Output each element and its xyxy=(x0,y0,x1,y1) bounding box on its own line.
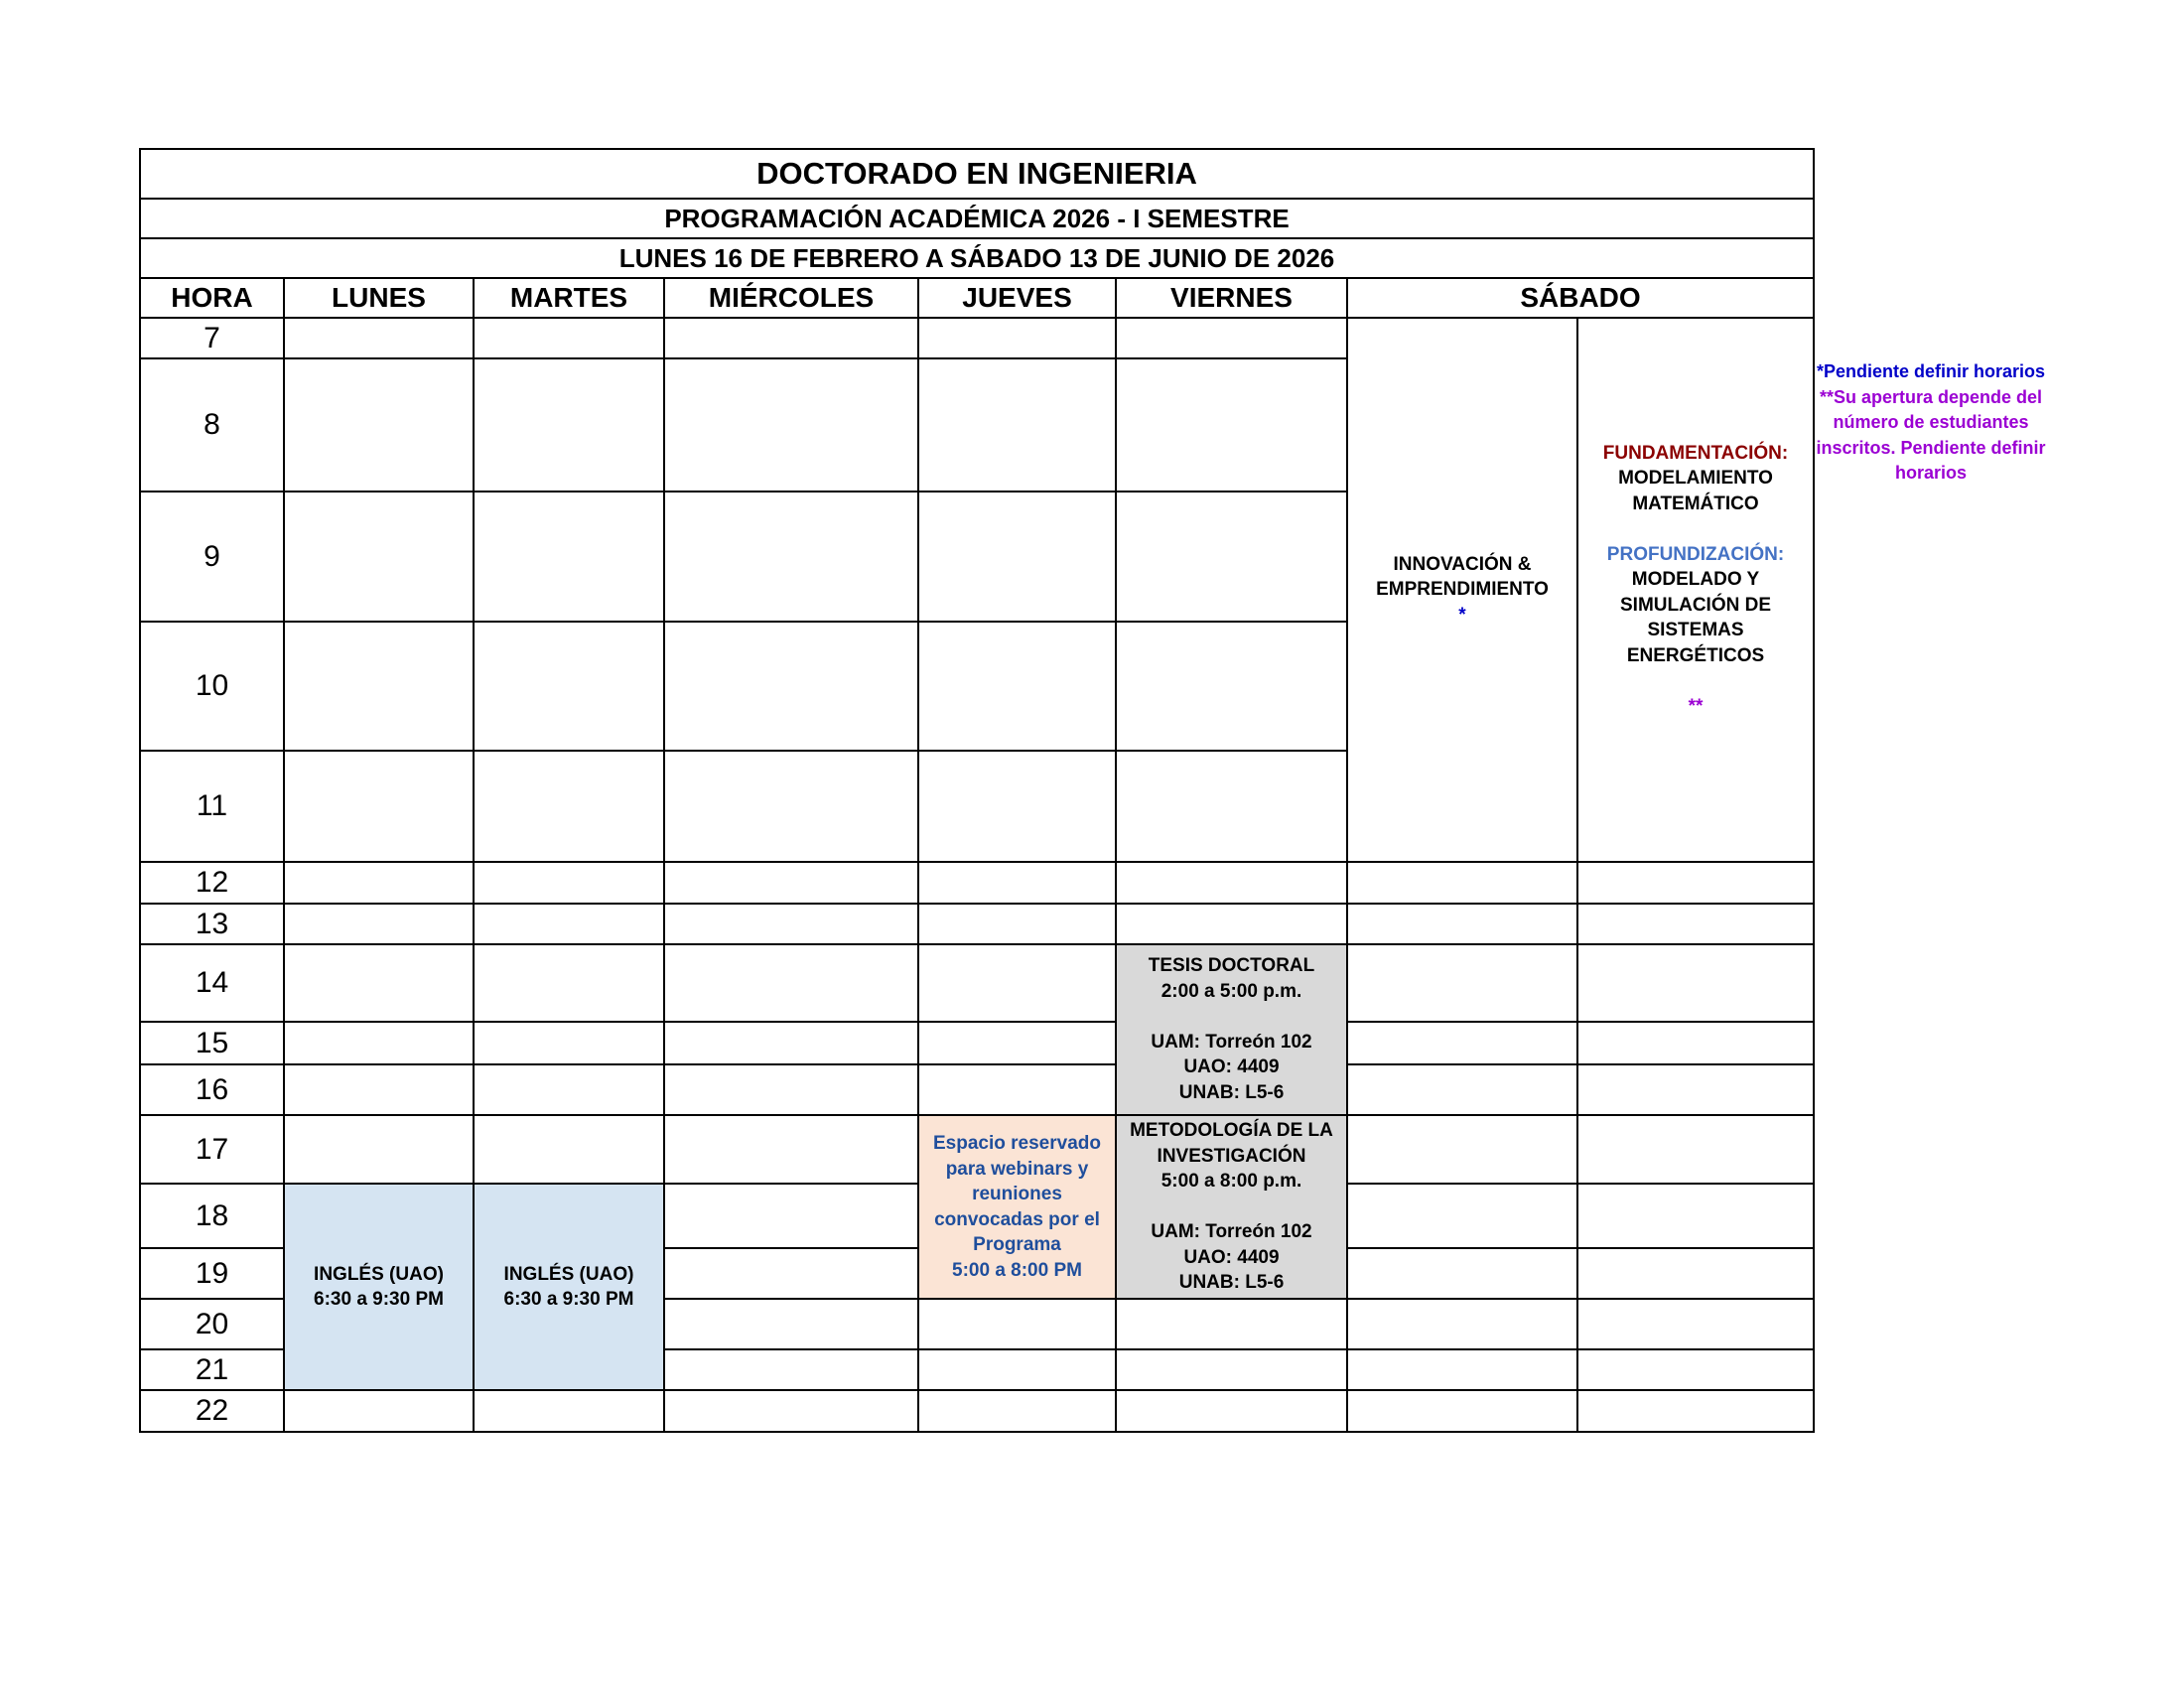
empty-cell xyxy=(1116,492,1347,622)
hour-7: 7 xyxy=(140,318,284,358)
empty-cell xyxy=(1577,1022,1814,1064)
empty-cell xyxy=(474,358,664,492)
header-miercoles: MIÉRCOLES xyxy=(664,278,918,318)
empty-cell xyxy=(1347,1248,1577,1299)
innovacion-line1: INNOVACIÓN & xyxy=(1393,553,1532,575)
empty-cell xyxy=(664,904,918,944)
note-pending-schedule: *Pendiente definir horarios xyxy=(1816,361,2046,381)
tesis-doctoral-event xyxy=(1116,944,1347,1115)
empty-cell xyxy=(918,358,1116,492)
empty-cell xyxy=(1347,1184,1577,1248)
date-range: LUNES 16 DE FEBRERO A SÁBADO 13 DE JUNIO DE 2026 xyxy=(140,238,1814,278)
empty-cell xyxy=(664,1064,918,1115)
profundizacion-line1: MODELADO Y xyxy=(1631,569,1760,591)
ingles-lunes-time: 6:30 a 9:30 PM xyxy=(314,1289,444,1310)
empty-cell xyxy=(918,1390,1116,1432)
empty-cell xyxy=(664,751,918,862)
note-opening-line4: horarios xyxy=(1894,463,1968,483)
empty-cell xyxy=(1577,944,1814,1022)
fundamentacion-marker: ** xyxy=(1688,695,1704,717)
empty-cell xyxy=(1577,1115,1814,1184)
innovacion-line2: EMPRENDIMIENTO xyxy=(1376,579,1549,601)
fundamentacion-label: FUNDAMENTACIÓN: xyxy=(1602,442,1789,464)
empty-cell xyxy=(474,1115,664,1184)
header-martes: MARTES xyxy=(474,278,664,318)
espacio-time: 5:00 a 8:00 PM xyxy=(952,1259,1082,1281)
empty-cell xyxy=(664,1022,918,1064)
espacio-line4: convocadas por el xyxy=(934,1208,1100,1230)
empty-cell xyxy=(1116,622,1347,751)
note-opening-line2: número de estudiantes xyxy=(1833,412,2029,432)
hour-13: 13 xyxy=(140,904,284,944)
empty-cell xyxy=(474,318,664,358)
hour-11: 11 xyxy=(140,751,284,862)
header-lunes: LUNES xyxy=(284,278,474,318)
metodologia-unab-room: UNAB: L5-6 xyxy=(1178,1272,1285,1293)
innovacion-event xyxy=(1347,318,1577,862)
ingles-martes-time: 6:30 a 9:30 PM xyxy=(503,1289,634,1310)
empty-cell xyxy=(918,1349,1116,1390)
empty-cell xyxy=(284,1390,474,1432)
empty-cell xyxy=(284,944,474,1022)
espacio-line2: para webinars y xyxy=(945,1158,1089,1180)
empty-cell xyxy=(664,944,918,1022)
empty-cell xyxy=(474,944,664,1022)
tesis-time: 2:00 a 5:00 p.m. xyxy=(1160,980,1302,1002)
empty-cell xyxy=(918,1022,1116,1064)
note-opening-line3: inscritos. Pendiente definir xyxy=(1816,437,2046,458)
empty-cell xyxy=(918,751,1116,862)
empty-cell xyxy=(284,622,474,751)
tesis-uam-room: UAM: Torreón 102 xyxy=(1151,1031,1312,1053)
empty-cell xyxy=(474,862,664,904)
tesis-uao-room: UAO: 4409 xyxy=(1183,1056,1280,1077)
empty-cell xyxy=(918,622,1116,751)
espacio-line5: Programa xyxy=(973,1234,1061,1255)
metodologia-uam-room: UAM: Torreón 102 xyxy=(1151,1221,1312,1242)
empty-cell xyxy=(664,1248,918,1299)
empty-cell xyxy=(284,1022,474,1064)
empty-cell xyxy=(918,904,1116,944)
empty-cell xyxy=(284,492,474,622)
empty-cell xyxy=(1116,358,1347,492)
empty-cell xyxy=(284,358,474,492)
empty-cell xyxy=(1577,904,1814,944)
legend-notes xyxy=(1802,359,2060,487)
empty-cell xyxy=(1347,1299,1577,1349)
empty-cell xyxy=(1347,944,1577,1022)
empty-cell xyxy=(1577,1390,1814,1432)
empty-cell xyxy=(1577,1248,1814,1299)
metodologia-event xyxy=(1116,1115,1347,1299)
empty-cell xyxy=(664,1115,918,1184)
ingles-lunes-name: INGLÉS (UAO) xyxy=(314,1263,444,1285)
empty-cell xyxy=(1116,904,1347,944)
metodologia-line1: METODOLOGÍA DE LA xyxy=(1130,1120,1333,1141)
hour-12: 12 xyxy=(140,862,284,904)
empty-cell xyxy=(1347,862,1577,904)
empty-cell xyxy=(474,1022,664,1064)
hour-20: 20 xyxy=(140,1299,284,1349)
empty-cell xyxy=(474,492,664,622)
empty-cell xyxy=(664,622,918,751)
profundizacion-line2: SIMULACIÓN DE xyxy=(1620,594,1771,616)
espacio-reservado-event xyxy=(918,1115,1116,1299)
empty-cell xyxy=(1577,1349,1814,1390)
program-subtitle: PROGRAMACIÓN ACADÉMICA 2026 - I SEMESTRE xyxy=(140,199,1814,238)
empty-cell xyxy=(474,1064,664,1115)
empty-cell xyxy=(664,1299,918,1349)
ingles-lunes-event xyxy=(284,1184,474,1390)
hour-19: 19 xyxy=(140,1248,284,1299)
empty-cell xyxy=(918,1299,1116,1349)
hour-8: 8 xyxy=(140,358,284,492)
empty-cell xyxy=(1577,1299,1814,1349)
empty-cell xyxy=(664,1390,918,1432)
empty-cell xyxy=(664,492,918,622)
empty-cell xyxy=(1347,1022,1577,1064)
empty-cell xyxy=(474,1390,664,1432)
espacio-line1: Espacio reservado xyxy=(933,1133,1101,1154)
empty-cell xyxy=(1116,1349,1347,1390)
empty-cell xyxy=(664,318,918,358)
hour-15: 15 xyxy=(140,1022,284,1064)
empty-cell xyxy=(1116,1299,1347,1349)
empty-cell xyxy=(474,751,664,862)
hour-14: 14 xyxy=(140,944,284,1022)
schedule-table xyxy=(139,148,1815,1433)
espacio-line3: reuniones xyxy=(972,1184,1062,1204)
empty-cell xyxy=(284,1115,474,1184)
empty-cell xyxy=(1116,862,1347,904)
profundizacion-line3: SISTEMAS ENERGÉTICOS xyxy=(1626,620,1765,666)
innovacion-marker: * xyxy=(1458,604,1466,626)
ingles-martes-event xyxy=(474,1184,664,1390)
tesis-name: TESIS DOCTORAL xyxy=(1148,955,1315,976)
header-hora: HORA xyxy=(140,278,284,318)
hour-17: 17 xyxy=(140,1115,284,1184)
fundamentacion-course-line1: MODELAMIENTO xyxy=(1618,468,1773,490)
empty-cell xyxy=(1116,1390,1347,1432)
metodologia-line2: INVESTIGACIÓN xyxy=(1157,1145,1306,1167)
empty-cell xyxy=(1347,1115,1577,1184)
hour-10: 10 xyxy=(140,622,284,751)
empty-cell xyxy=(918,862,1116,904)
hour-18: 18 xyxy=(140,1184,284,1248)
empty-cell xyxy=(664,862,918,904)
hour-9: 9 xyxy=(140,492,284,622)
empty-cell xyxy=(918,1064,1116,1115)
empty-cell xyxy=(664,1349,918,1390)
empty-cell xyxy=(1347,1064,1577,1115)
empty-cell xyxy=(918,318,1116,358)
empty-cell xyxy=(1347,1390,1577,1432)
header-sabado: SÁBADO xyxy=(1347,278,1814,318)
empty-cell xyxy=(1577,1184,1814,1248)
empty-cell xyxy=(1577,1064,1814,1115)
empty-cell xyxy=(284,751,474,862)
empty-cell xyxy=(664,1184,918,1248)
metodologia-time: 5:00 a 8:00 p.m. xyxy=(1160,1171,1302,1192)
header-jueves: JUEVES xyxy=(918,278,1116,318)
ingles-martes-name: INGLÉS (UAO) xyxy=(503,1263,634,1285)
hour-16: 16 xyxy=(140,1064,284,1115)
empty-cell xyxy=(1116,318,1347,358)
hour-22: 22 xyxy=(140,1390,284,1432)
empty-cell xyxy=(474,904,664,944)
empty-cell xyxy=(664,358,918,492)
empty-cell xyxy=(284,862,474,904)
empty-cell xyxy=(284,318,474,358)
empty-cell xyxy=(284,1064,474,1115)
tesis-unab-room: UNAB: L5-6 xyxy=(1178,1081,1285,1103)
empty-cell xyxy=(918,944,1116,1022)
note-opening-line1: **Su apertura depende del xyxy=(1819,386,2043,407)
header-viernes: VIERNES xyxy=(1116,278,1347,318)
profundizacion-label: PROFUNDIZACIÓN: xyxy=(1606,543,1785,565)
page-title: DOCTORADO EN INGENIERIA xyxy=(140,149,1814,199)
empty-cell xyxy=(1347,1349,1577,1390)
fundamentacion-course-line2: MATEMÁTICO xyxy=(1632,492,1759,514)
empty-cell xyxy=(1347,904,1577,944)
empty-cell xyxy=(474,622,664,751)
fundamentacion-event xyxy=(1577,318,1814,862)
empty-cell xyxy=(284,904,474,944)
empty-cell xyxy=(918,492,1116,622)
empty-cell xyxy=(1577,862,1814,904)
hour-21: 21 xyxy=(140,1349,284,1390)
metodologia-uao-room: UAO: 4409 xyxy=(1183,1246,1280,1268)
empty-cell xyxy=(1116,751,1347,862)
